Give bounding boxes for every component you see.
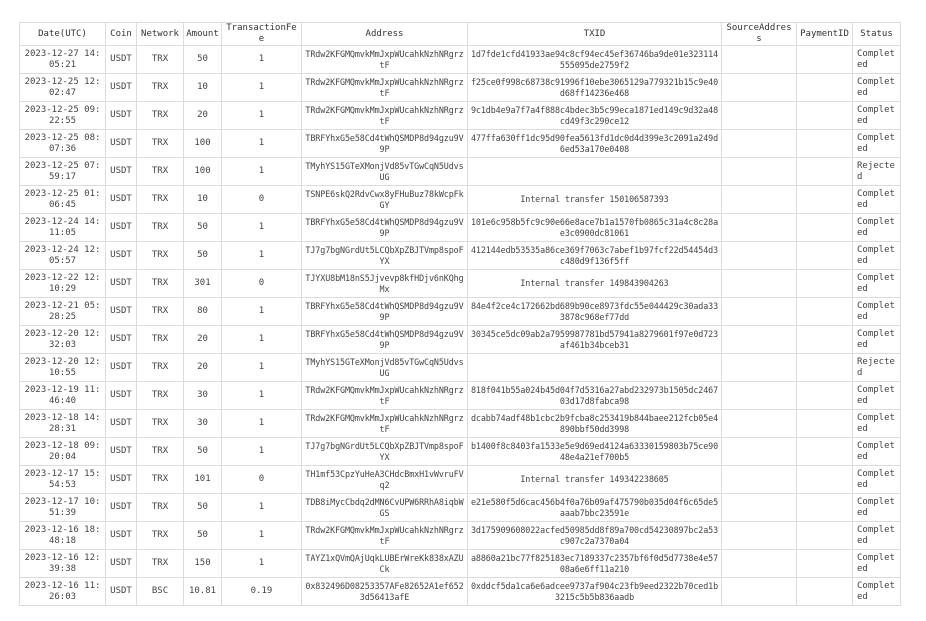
header-amount: Amount [184, 23, 222, 46]
txid-cell: dcabb74adf48b1cbc2b9fcba8c253419b844baee212fcb05e4890bbf50dd3998 [468, 410, 722, 438]
address-cell: TJ7g7bgNGrdUt5LCQbXpZBJTVmp8spoFYX [302, 242, 468, 270]
source-address-cell [722, 354, 797, 382]
table-header-row [20, 23, 901, 46]
table-row [20, 270, 901, 298]
header-address: Address [302, 23, 468, 46]
source-address-cell [722, 326, 797, 354]
date-cell: 2023-12-16 12:39:38 [20, 550, 106, 578]
payment-id-cell [797, 410, 853, 438]
status-cell: Completed [853, 186, 901, 214]
status-cell: Completed [853, 242, 901, 270]
address-cell: TRdw2KFGMQmvkMmJxpWUcahkNzhNRgrztF [302, 46, 468, 74]
status-cell: Completed [853, 270, 901, 298]
date-cell: 2023-12-24 12:05:57 [20, 242, 106, 270]
date-cell: 2023-12-21 05:28:25 [20, 298, 106, 326]
address-cell: TRdw2KFGMQmvkMmJxpWUcahkNzhNRgrztF [302, 522, 468, 550]
txid-cell [468, 354, 722, 382]
address-cell: TBRFYhxG5e58Cd4tWhQSMDP8d94gzu9V9P [302, 130, 468, 158]
address-cell: TBRFYhxG5e58Cd4tWhQSMDP8d94gzu9V9P [302, 326, 468, 354]
payment-id-cell [797, 326, 853, 354]
txid-cell: 84e4f2ce4c172662bd689b90ce8973fdc55e044429c30ada333878c968ef77dd [468, 298, 722, 326]
table-row [20, 550, 901, 578]
coin-cell: USDT [106, 214, 137, 242]
payment-id-cell [797, 466, 853, 494]
payment-id-cell [797, 214, 853, 242]
date-cell: 2023-12-20 12:10:55 [20, 354, 106, 382]
amount-cell: 50 [184, 46, 222, 74]
address-cell: TJ7g7bgNGrdUt5LCQbXpZBJTVmp8spoFYX [302, 438, 468, 466]
header-fee: TransactionFee [222, 23, 302, 46]
amount-cell: 100 [184, 130, 222, 158]
source-address-cell [722, 270, 797, 298]
payment-id-cell [797, 270, 853, 298]
payment-id-cell [797, 158, 853, 186]
network-cell: TRX [137, 130, 184, 158]
coin-cell: USDT [106, 550, 137, 578]
address-cell: TBRFYhxG5e58Cd4tWhQSMDP8d94gzu9V9P [302, 298, 468, 326]
payment-id-cell [797, 382, 853, 410]
date-cell: 2023-12-17 10:51:39 [20, 494, 106, 522]
txid-cell: 0xddcf5da1ca6e6adcee9737af904c23fb9eed2322b70ced1b3215c5b5b836aadb [468, 578, 722, 606]
date-cell: 2023-12-25 12:02:47 [20, 74, 106, 102]
coin-cell: USDT [106, 522, 137, 550]
table-row [20, 354, 901, 382]
amount-cell: 101 [184, 466, 222, 494]
address-cell: TH1mf53CpzYuHeA3CHdcBmxH1vWvruFVq2 [302, 466, 468, 494]
amount-cell: 100 [184, 158, 222, 186]
txid-cell [468, 158, 722, 186]
status-cell: Completed [853, 130, 901, 158]
transaction-history [19, 22, 901, 606]
amount-cell: 10 [184, 74, 222, 102]
status-cell: Completed [853, 326, 901, 354]
address-cell: TRdw2KFGMQmvkMmJxpWUcahkNzhNRgrztF [302, 382, 468, 410]
coin-cell: USDT [106, 46, 137, 74]
date-cell: 2023-12-17 15:54:53 [20, 466, 106, 494]
source-address-cell [722, 578, 797, 606]
table-row [20, 130, 901, 158]
network-cell: TRX [137, 242, 184, 270]
amount-cell: 50 [184, 214, 222, 242]
date-cell: 2023-12-22 12:10:29 [20, 270, 106, 298]
network-cell: TRX [137, 438, 184, 466]
table-row [20, 578, 901, 606]
header-payment-id: PaymentID [797, 23, 853, 46]
table-row [20, 326, 901, 354]
date-cell: 2023-12-16 18:48:18 [20, 522, 106, 550]
address-cell: TRdw2KFGMQmvkMmJxpWUcahkNzhNRgrztF [302, 410, 468, 438]
amount-cell: 50 [184, 242, 222, 270]
header-network: Network [137, 23, 184, 46]
date-cell: 2023-12-16 11:26:03 [20, 578, 106, 606]
fee-cell: 1 [222, 74, 302, 102]
fee-cell: 0 [222, 466, 302, 494]
table-row [20, 74, 901, 102]
network-cell: TRX [137, 410, 184, 438]
amount-cell: 50 [184, 438, 222, 466]
date-cell: 2023-12-25 09:22:55 [20, 102, 106, 130]
network-cell: TRX [137, 102, 184, 130]
fee-cell: 1 [222, 298, 302, 326]
coin-cell: USDT [106, 74, 137, 102]
fee-cell: 1 [222, 130, 302, 158]
payment-id-cell [797, 74, 853, 102]
table-row [20, 410, 901, 438]
amount-cell: 20 [184, 326, 222, 354]
network-cell: TRX [137, 494, 184, 522]
txid-cell: b1400f8c8403fa1533e5e9d69ed4124a63330159803b75ce9048e4a21ef700b5 [468, 438, 722, 466]
address-cell: TRdw2KFGMQmvkMmJxpWUcahkNzhNRgrztF [302, 74, 468, 102]
amount-cell: 10 [184, 186, 222, 214]
fee-cell: 1 [222, 326, 302, 354]
address-cell: TSNPE6skQ2RdvCwx8yFHuBuz78kWcpFkGY [302, 186, 468, 214]
payment-id-cell [797, 438, 853, 466]
payment-id-cell [797, 298, 853, 326]
coin-cell: USDT [106, 298, 137, 326]
network-cell: TRX [137, 382, 184, 410]
fee-cell: 1 [222, 522, 302, 550]
payment-id-cell [797, 522, 853, 550]
txid-cell: 9c1db4e9a7f7a4f888c4bdec3b5c99eca1871ed149c9d32a48cd49f3c290ce12 [468, 102, 722, 130]
txid-cell: Internal transfer 149342238605 [468, 466, 722, 494]
coin-cell: USDT [106, 494, 137, 522]
txid-cell: 412144edb53535a86ce369f7063c7abef1b97fcf22d54454d3c480d9f136f5ff [468, 242, 722, 270]
payment-id-cell [797, 494, 853, 522]
fee-cell: 1 [222, 410, 302, 438]
source-address-cell [722, 186, 797, 214]
network-cell: TRX [137, 74, 184, 102]
source-address-cell [722, 438, 797, 466]
coin-cell: USDT [106, 158, 137, 186]
status-cell: Completed [853, 522, 901, 550]
address-cell: TBRFYhxG5e58Cd4tWhQSMDP8d94gzu9V9P [302, 214, 468, 242]
amount-cell: 30 [184, 410, 222, 438]
date-cell: 2023-12-24 14:11:05 [20, 214, 106, 242]
coin-cell: USDT [106, 186, 137, 214]
address-cell: TAYZ1xQVmQAjUqkLUBErWreKk838xAZUCk [302, 550, 468, 578]
network-cell: BSC [137, 578, 184, 606]
fee-cell: 1 [222, 46, 302, 74]
coin-cell: USDT [106, 270, 137, 298]
coin-cell: USDT [106, 326, 137, 354]
fee-cell: 1 [222, 438, 302, 466]
table-row [20, 298, 901, 326]
source-address-cell [722, 102, 797, 130]
amount-cell: 301 [184, 270, 222, 298]
status-cell: Completed [853, 214, 901, 242]
txid-cell: Internal transfer 149843904263 [468, 270, 722, 298]
coin-cell: USDT [106, 130, 137, 158]
txid-cell: 30345ce5dc09ab2a7959987781bd57941a8279601f97e0d723af461b34bceb31 [468, 326, 722, 354]
status-cell: Completed [853, 438, 901, 466]
payment-id-cell [797, 46, 853, 74]
source-address-cell [722, 494, 797, 522]
network-cell: TRX [137, 550, 184, 578]
source-address-cell [722, 214, 797, 242]
txid-cell: 3d175909608022acfed50985dd8f89a700cd54230897bc2a53c907c2a7370a04 [468, 522, 722, 550]
network-cell: TRX [137, 298, 184, 326]
amount-cell: 80 [184, 298, 222, 326]
table-row [20, 382, 901, 410]
coin-cell: USDT [106, 466, 137, 494]
status-cell: Completed [853, 578, 901, 606]
status-cell: Rejected [853, 158, 901, 186]
status-cell: Completed [853, 466, 901, 494]
source-address-cell [722, 298, 797, 326]
address-cell: 0x832496D08253357AFe82652A1ef6523d56413afE [302, 578, 468, 606]
txid-cell: a8860a21bc77f825183ec7189337c2357bf6f0d5d7738e4e5708a6e6ff11a210 [468, 550, 722, 578]
amount-cell: 10.81 [184, 578, 222, 606]
table-row [20, 242, 901, 270]
table-row [20, 102, 901, 130]
fee-cell: 0.19 [222, 578, 302, 606]
network-cell: TRX [137, 270, 184, 298]
txid-cell: 1d7fde1cfd41933ae94c8cf94ec45ef36746ba9de01e323114555095de2759f2 [468, 46, 722, 74]
date-cell: 2023-12-20 12:32:03 [20, 326, 106, 354]
source-address-cell [722, 410, 797, 438]
txid-cell: 477ffa630ff1dc95d90fea5613fd1dc0d4d399e3c2091a249d6ed53a170e0408 [468, 130, 722, 158]
date-cell: 2023-12-25 08:07:36 [20, 130, 106, 158]
coin-cell: USDT [106, 354, 137, 382]
table-row [20, 158, 901, 186]
payment-id-cell [797, 354, 853, 382]
source-address-cell [722, 466, 797, 494]
network-cell: TRX [137, 326, 184, 354]
txid-cell: Internal transfer 150106587393 [468, 186, 722, 214]
payment-id-cell [797, 186, 853, 214]
source-address-cell [722, 46, 797, 74]
source-address-cell [722, 74, 797, 102]
header-txid: TXID [468, 23, 722, 46]
coin-cell: USDT [106, 578, 137, 606]
source-address-cell [722, 130, 797, 158]
txid-cell: f25ce0f998c68738c91996f10ebe3065129a779321b15c9e40d68ff14236e468 [468, 74, 722, 102]
source-address-cell [722, 158, 797, 186]
coin-cell: USDT [106, 438, 137, 466]
coin-cell: USDT [106, 382, 137, 410]
fee-cell: 1 [222, 242, 302, 270]
status-cell: Completed [853, 494, 901, 522]
table-row [20, 466, 901, 494]
network-cell: TRX [137, 214, 184, 242]
network-cell: TRX [137, 522, 184, 550]
transaction-table [19, 22, 901, 606]
source-address-cell [722, 550, 797, 578]
header-source-address: SourceAddress [722, 23, 797, 46]
date-cell: 2023-12-18 09:20:04 [20, 438, 106, 466]
amount-cell: 20 [184, 354, 222, 382]
status-cell: Completed [853, 382, 901, 410]
fee-cell: 1 [222, 550, 302, 578]
txid-cell: 101e6c958b5fc9c90e66e8ace7b1a1570fb0865c31a4c8c28ae3c0900dc81061 [468, 214, 722, 242]
table-row [20, 214, 901, 242]
table-row [20, 186, 901, 214]
table-row [20, 46, 901, 74]
date-cell: 2023-12-25 07:59:17 [20, 158, 106, 186]
fee-cell: 1 [222, 214, 302, 242]
date-cell: 2023-12-27 14:05:21 [20, 46, 106, 74]
network-cell: TRX [137, 158, 184, 186]
network-cell: TRX [137, 466, 184, 494]
payment-id-cell [797, 578, 853, 606]
source-address-cell [722, 382, 797, 410]
source-address-cell [722, 242, 797, 270]
date-cell: 2023-12-25 01:06:45 [20, 186, 106, 214]
status-cell: Completed [853, 46, 901, 74]
payment-id-cell [797, 102, 853, 130]
fee-cell: 0 [222, 270, 302, 298]
fee-cell: 1 [222, 382, 302, 410]
status-cell: Completed [853, 102, 901, 130]
fee-cell: 1 [222, 102, 302, 130]
txid-cell: e21e580f5d6cac456b4f0a76b09af475790b035d04f6c65de5aaab7bbc23591e [468, 494, 722, 522]
table-body [20, 46, 901, 606]
table-row [20, 438, 901, 466]
header-coin: Coin [106, 23, 137, 46]
address-cell: TJYXU8bM18nS5Jjvevp8kfHDjv6nKQhgMx [302, 270, 468, 298]
fee-cell: 1 [222, 354, 302, 382]
coin-cell: USDT [106, 410, 137, 438]
table-row [20, 522, 901, 550]
table-row [20, 494, 901, 522]
header-date: Date(UTC) [20, 23, 106, 46]
network-cell: TRX [137, 354, 184, 382]
amount-cell: 50 [184, 522, 222, 550]
status-cell: Completed [853, 298, 901, 326]
fee-cell: 1 [222, 158, 302, 186]
date-cell: 2023-12-18 14:28:31 [20, 410, 106, 438]
txid-cell: 818f041b55a024b45d04f7d5316a27abd232973b1505dc246703d17d8fabca98 [468, 382, 722, 410]
address-cell: TMyhYS15GTeXMonjVd85vTGwCqN5UdvsUG [302, 354, 468, 382]
date-cell: 2023-12-19 11:46:40 [20, 382, 106, 410]
payment-id-cell [797, 242, 853, 270]
amount-cell: 50 [184, 494, 222, 522]
amount-cell: 20 [184, 102, 222, 130]
network-cell: TRX [137, 46, 184, 74]
source-address-cell [722, 522, 797, 550]
header-status: Status [853, 23, 901, 46]
fee-cell: 0 [222, 186, 302, 214]
fee-cell: 1 [222, 494, 302, 522]
coin-cell: USDT [106, 102, 137, 130]
status-cell: Rejected [853, 354, 901, 382]
address-cell: TDB8iMycCbdq2dMN6CvUPW6RRhA8iqbWGS [302, 494, 468, 522]
status-cell: Completed [853, 410, 901, 438]
payment-id-cell [797, 550, 853, 578]
amount-cell: 150 [184, 550, 222, 578]
amount-cell: 30 [184, 382, 222, 410]
payment-id-cell [797, 130, 853, 158]
status-cell: Completed [853, 550, 901, 578]
status-cell: Completed [853, 74, 901, 102]
network-cell: TRX [137, 186, 184, 214]
address-cell: TMyhYS15GTeXMonjVd85vTGwCqN5UdvsUG [302, 158, 468, 186]
coin-cell: USDT [106, 242, 137, 270]
address-cell: TRdw2KFGMQmvkMmJxpWUcahkNzhNRgrztF [302, 102, 468, 130]
